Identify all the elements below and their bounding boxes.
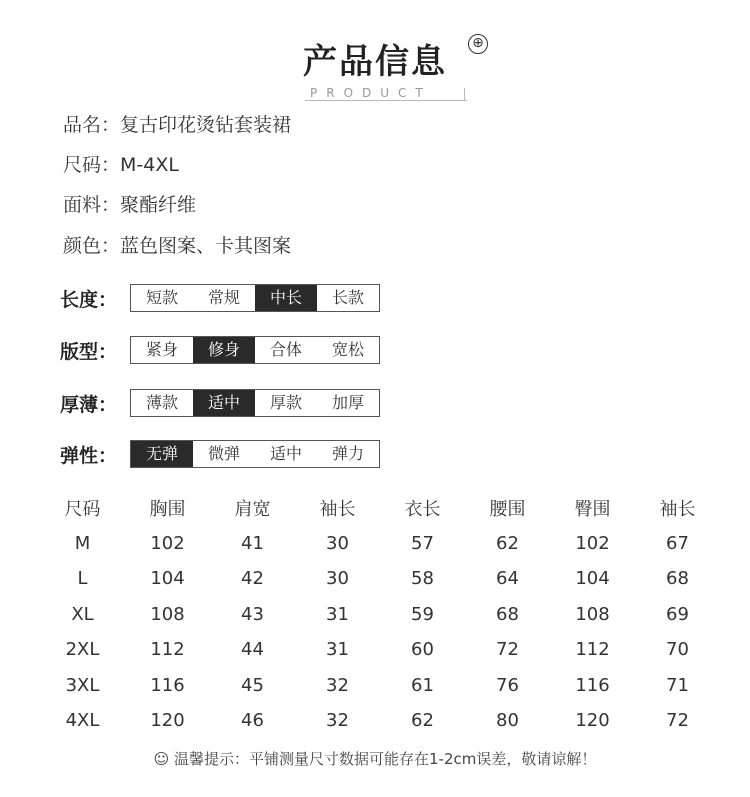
info-label: 面料： xyxy=(63,194,121,216)
table-cell: 68 xyxy=(666,568,689,590)
table-header: 袖长 xyxy=(659,498,696,520)
table-cell: 104 xyxy=(150,568,185,590)
table-cell: 68 xyxy=(496,603,519,625)
table-row xyxy=(40,632,720,668)
info-value: 蓝色图案、卡其图案 xyxy=(120,235,292,257)
attr-option: 厚款 xyxy=(269,393,302,412)
table-row xyxy=(40,668,720,704)
table-cell: 69 xyxy=(666,603,689,625)
table-header: 肩宽 xyxy=(234,498,271,520)
table-cell: 3XL xyxy=(65,674,100,696)
table-row xyxy=(40,597,720,633)
info-label: 颜色： xyxy=(63,235,121,257)
attr-option: 适中 xyxy=(269,444,302,463)
attr-option: 中长 xyxy=(255,285,317,311)
table-cell: 120 xyxy=(575,710,610,732)
table-header: 衣长 xyxy=(404,498,441,520)
attr-option: 微弹 xyxy=(207,444,240,463)
attr-options xyxy=(130,440,380,468)
attr-row-thickness xyxy=(60,389,380,417)
table-cell: 120 xyxy=(150,710,185,732)
table-cell: 67 xyxy=(666,532,689,554)
info-row-name xyxy=(63,110,291,137)
info-value: 复古印花烫钻套装裙 xyxy=(120,114,292,136)
table-cell: 64 xyxy=(496,568,519,590)
table-cell: 108 xyxy=(150,603,185,625)
table-cell: 31 xyxy=(326,603,349,625)
attr-options xyxy=(130,284,380,312)
table-cell: 102 xyxy=(575,532,610,554)
table-cell: 80 xyxy=(496,710,519,732)
attr-option: 合体 xyxy=(269,340,302,359)
table-cell: 116 xyxy=(150,674,185,696)
table-cell: 30 xyxy=(326,532,349,554)
attr-row-fit xyxy=(60,336,380,364)
plus-circle-icon: ⊕ xyxy=(468,34,488,54)
table-cell: 30 xyxy=(326,568,349,590)
attr-label: 厚薄： xyxy=(60,393,118,416)
smiley-icon: ☺ xyxy=(153,750,170,768)
size-table xyxy=(40,490,720,739)
table-cell: 4XL xyxy=(65,710,100,732)
table-cell: 43 xyxy=(241,603,264,625)
page-title: 产品信息 xyxy=(303,42,447,82)
attr-option: 短款 xyxy=(145,288,178,307)
attr-option: 适中 xyxy=(193,390,255,416)
table-row xyxy=(40,703,720,739)
attr-row-elasticity xyxy=(60,440,380,468)
table-cell: 59 xyxy=(411,603,434,625)
attr-label: 版型： xyxy=(60,340,118,363)
table-cell: 42 xyxy=(241,568,264,590)
table-cell: 62 xyxy=(411,710,434,732)
table-cell: 76 xyxy=(496,674,519,696)
attr-option: 弹力 xyxy=(331,444,364,463)
attr-option: 薄款 xyxy=(145,393,178,412)
table-header: 尺码 xyxy=(64,498,101,520)
table-header: 袖长 xyxy=(319,498,356,520)
attr-label: 长度： xyxy=(60,288,118,311)
table-cell: 104 xyxy=(575,568,610,590)
info-label: 品名： xyxy=(63,114,121,136)
attr-option: 修身 xyxy=(193,337,255,363)
table-cell: L xyxy=(77,568,88,590)
table-cell: 58 xyxy=(411,568,434,590)
subtitle-corner-line xyxy=(464,88,465,100)
table-cell: 72 xyxy=(496,639,519,661)
table-cell: 44 xyxy=(241,639,264,661)
table-header: 臀围 xyxy=(574,498,611,520)
info-value: 聚酯纤维 xyxy=(120,194,197,216)
table-cell: 102 xyxy=(150,532,185,554)
info-row-size xyxy=(63,150,179,177)
table-cell: 61 xyxy=(411,674,434,696)
table-row xyxy=(40,526,720,562)
table-cell: 60 xyxy=(411,639,434,661)
table-header-row xyxy=(40,490,720,526)
table-cell: 71 xyxy=(666,674,689,696)
attr-option: 无弹 xyxy=(131,441,193,467)
table-header: 胸围 xyxy=(149,498,186,520)
table-cell: 116 xyxy=(575,674,610,696)
footer-text: 温馨提示：平铺测量尺寸数据可能存在1-2cm误差，敬请谅解！ xyxy=(174,750,597,768)
table-cell: 108 xyxy=(575,603,610,625)
info-label: 尺码： xyxy=(63,154,121,176)
table-cell: 32 xyxy=(326,710,349,732)
attr-option: 紧身 xyxy=(145,340,178,359)
table-cell: 45 xyxy=(241,674,264,696)
table-cell: 2XL xyxy=(65,639,100,661)
footer-note xyxy=(0,748,750,769)
info-row-material xyxy=(63,190,196,217)
attr-options xyxy=(130,389,380,417)
table-cell: 41 xyxy=(241,532,264,554)
table-cell: 57 xyxy=(411,532,434,554)
attr-options xyxy=(130,336,380,364)
attr-row-length xyxy=(60,284,380,312)
table-cell: 72 xyxy=(666,710,689,732)
info-row-color xyxy=(63,231,291,258)
table-header: 腰围 xyxy=(489,498,526,520)
page-subtitle: PRODUCT xyxy=(310,86,432,100)
attr-option: 宽松 xyxy=(331,340,364,359)
subtitle-underline xyxy=(305,100,467,101)
attr-option: 加厚 xyxy=(331,393,364,412)
table-cell: 112 xyxy=(575,639,610,661)
info-value: M-4XL xyxy=(120,154,179,176)
table-cell: 62 xyxy=(496,532,519,554)
table-cell: 32 xyxy=(326,674,349,696)
table-cell: 46 xyxy=(241,710,264,732)
attr-option: 常规 xyxy=(207,288,240,307)
table-row xyxy=(40,561,720,597)
table-cell: XL xyxy=(71,603,94,625)
table-cell: 31 xyxy=(326,639,349,661)
attr-label: 弹性： xyxy=(60,444,118,467)
table-cell: 112 xyxy=(150,639,185,661)
attr-option: 长款 xyxy=(331,288,364,307)
table-cell: M xyxy=(74,532,91,554)
table-cell: 70 xyxy=(666,639,689,661)
